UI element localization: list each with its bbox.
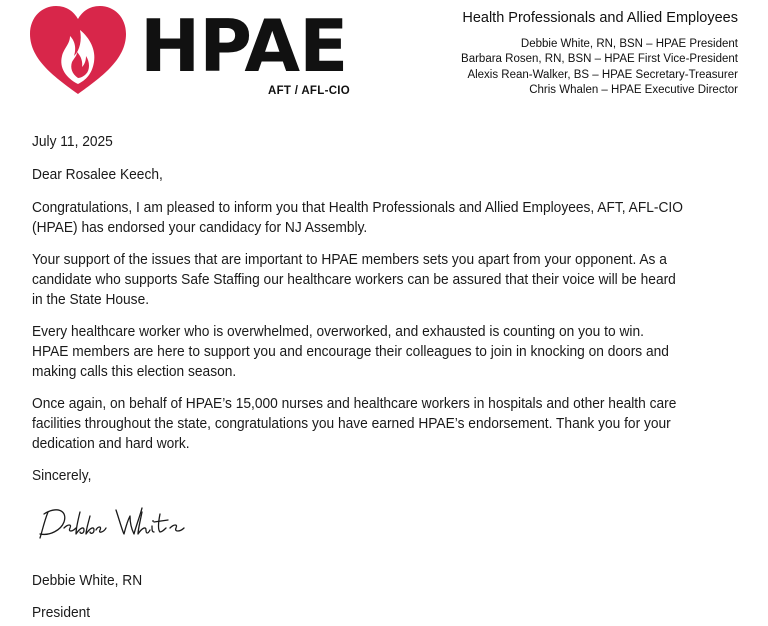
letter-paragraph: Every healthcare worker who is overwhelmed, overworked, and exhausted is counting on you to win. HPAE members are here to support you and encourage their colleagues to join in knocking on doors and making calls this election season. [32,324,669,380]
brand-wordmark: HPAE [140,4,348,88]
letter-paragraph: Congratulations, I am pleased to inform you that Health Professionals and Allied Employees, AFT, AFL-CIO (HPAE) has endorsed your candidacy for NJ Assembly. [32,200,683,236]
signer-title: President [32,605,91,621]
handwritten-signature [34,498,194,550]
letter-body [32,132,683,486]
closing: Sincerely, [32,468,92,484]
hpae-heart-logo-icon [26,4,130,96]
salutation: Dear Rosalee Keech, [32,167,163,183]
officer-line: Alexis Rean-Walker, BS – HPAE Secretary-Treasurer [467,68,738,81]
letter-paragraph: Once again, on behalf of HPAE’s 15,000 nurses and healthcare workers in hospitals and other health care facilities throughout the state, congratulations you have earned HPAE’s endorsement. Thank you for your dedication and hard work. [32,396,677,452]
officer-line: Debbie White, RN, BSN – HPAE President [520,38,738,50]
affiliation-label: AFT / AFL-CIO [268,85,351,97]
officer-line: Barbara Rosen, RN, BSN – HPAE First Vice-President [461,53,738,66]
officer-line: Chris Whalen – HPAE Executive Director [529,83,738,96]
organization-name: Health Professionals and Allied Employees [462,10,738,26]
officers-list [461,37,738,98]
signer-name: Debbie White, RN [32,573,143,589]
letter-paragraph: Your support of the issues that are important to HPAE members sets you apart from your opponent. As a candidate who supports Safe Staffing our healthcare workers can be assured that their voice will be heard in the State House. [32,252,676,308]
letter-date: July 11, 2025 [32,134,113,150]
